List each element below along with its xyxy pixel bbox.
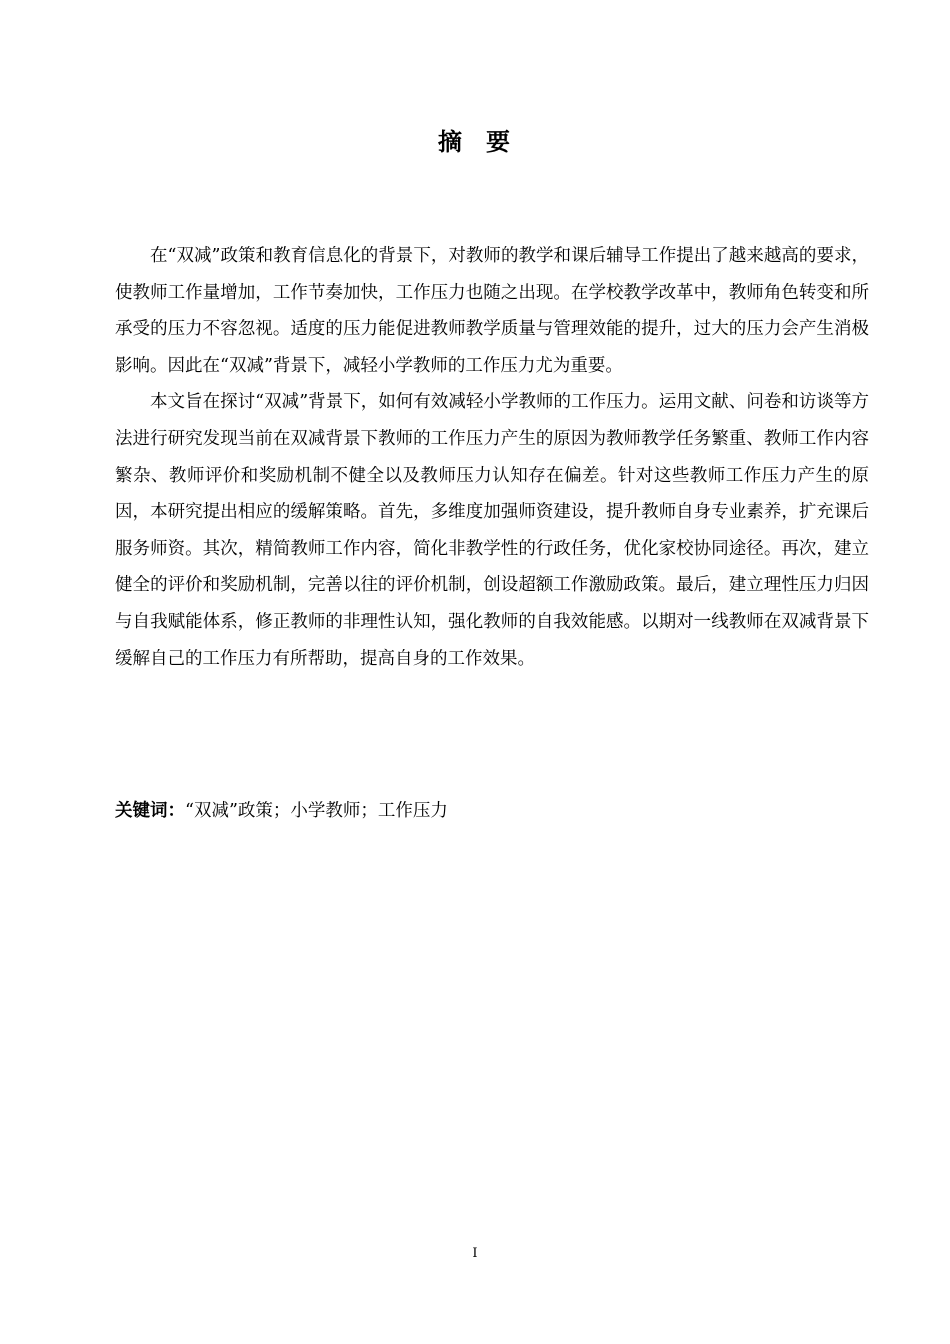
abstract-paragraph-2: 本文旨在探讨“双减”背景下，如何有效减轻小学教师的工作压力。运用文献、问卷和访谈等方法进行研究发现当前在双减背景下教师的工作压力产生的原因为教师教学任务繁重、教师工作内容繁杂、教师评价和奖励机制不健全以及教师压力认知存在偏差。针对这些教师工作压力产生的原因，本研究提出相应的缓解策略。首先，多维度加强师资建设，提升教师自身专业素养，扩充课后服务师资。其次，精简教师工作内容，简化非教学性的行政任务，优化家校协同途径。再次，建立健全的评价和奖励机制，完善以往的评价机制，创设超额工作激励政策。最后，建立理性压力归因与自我赋能体系，修正教师的非理性认知，强化教师的自我效能感。以期对一线教师在双减背景下缓解自己的工作压力有所帮助，提高自身的工作效果。: [115, 392, 869, 669]
abstract-title-char-1: 摘: [438, 128, 464, 156]
keywords-value: “双减”政策；小学教师；工作压力: [185, 801, 448, 821]
keywords-line: [115, 796, 869, 826]
abstract-title-char-2: 要: [486, 128, 512, 156]
keywords-label: 关键词：: [115, 801, 185, 821]
abstract-paragraph-1: 在“双减”政策和教育信息化的背景下，对教师的教学和课后辅导工作提出了越来越高的要求，使教师工作量增加，工作节奏加快，工作压力也随之出现。在学校教学改革中，教师角色转变和所承受的压力不容忽视。适度的压力能促进教师教学质量与管理效能的提升，过大的压力会产生消极影响。因此在“双减”背景下，减轻小学教师的工作压力尤为重要。: [115, 246, 869, 376]
page-number: I: [472, 1246, 478, 1261]
abstract-body: [115, 238, 869, 677]
abstract-title: [0, 122, 950, 157]
